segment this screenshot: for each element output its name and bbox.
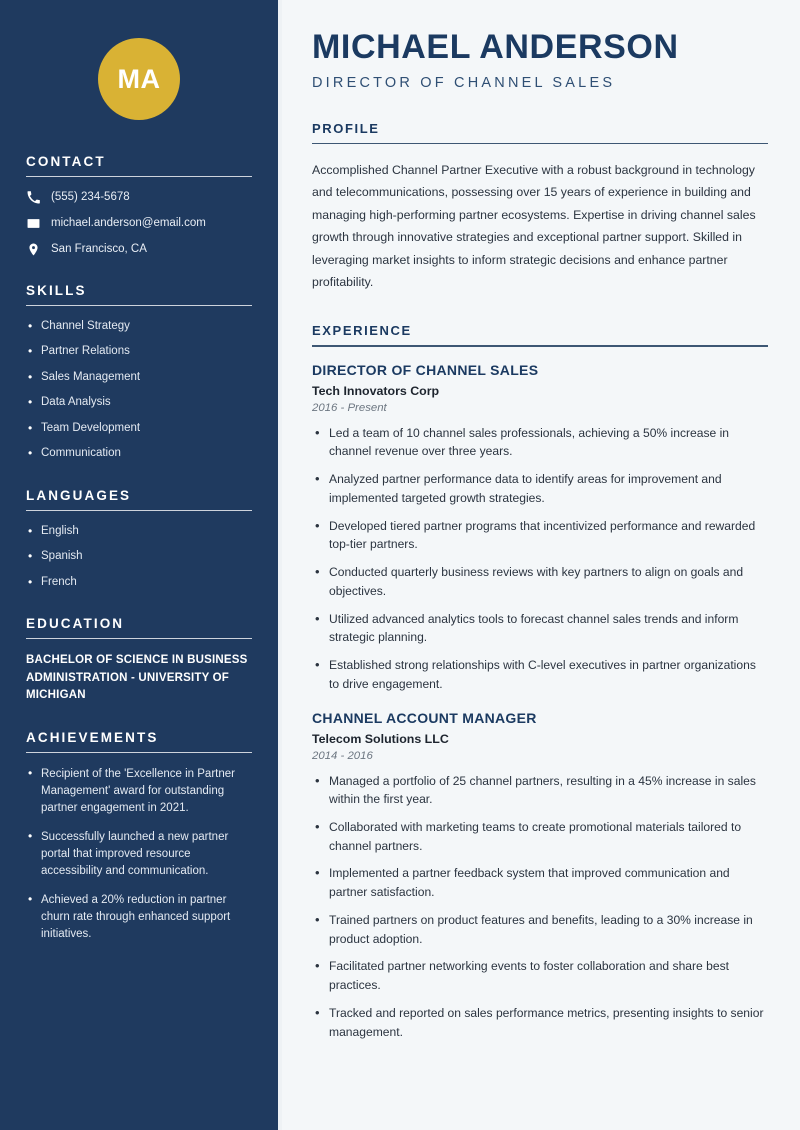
list-item: • Recipient of the 'Excellence in Partner Management' award for outstanding partner engagement in 2021. (26, 766, 252, 816)
languages-list (26, 524, 252, 591)
experience-bullets (312, 424, 768, 694)
contact-section (0, 154, 278, 257)
experience-role: DIRECTOR OF CHANNEL SALES (312, 361, 539, 378)
experience-bullets (312, 772, 768, 1042)
experience-section (312, 323, 768, 1041)
list-item: • Achieved a 20% reduction in partner churn rate through enhanced support initiatives. (26, 892, 252, 942)
languages-divider (26, 510, 252, 511)
contact-phone-row[interactable] (26, 190, 252, 205)
avatar-initials: MA (98, 38, 180, 120)
list-item: • English (26, 524, 252, 540)
experience-entry (312, 362, 768, 694)
profile-divider (312, 143, 768, 144)
list-item: • Collaborated with marketing teams to create promotional materials tailored to channel partners. (312, 818, 768, 855)
achievements-list (26, 766, 252, 942)
list-item: • Communication (26, 446, 252, 462)
main-content (278, 0, 800, 1130)
list-item: • Spanish (26, 549, 252, 565)
profile-text: Accomplished Channel Partner Executive with a robust background in technology and telecommunications, possessing over 15 years of experience in building and managing high-performing partner ecosystems. Expertise in driving channel sales growth through innovative strategies and exceptional partner support. Skilled in leveraging market insights to inform strategic decisions and enhance partner profitability. (312, 163, 756, 289)
experience-heading: EXPERIENCE (312, 323, 412, 339)
list-item: • Successfully launched a new partner portal that improved resource accessibility and communication. (26, 829, 252, 879)
list-item: • Implemented a partner feedback system that improved communication and partner satisfaction. (312, 864, 768, 901)
list-item: • Developed tiered partner programs that incentivized performance and rewarded top-tier partners. (312, 517, 768, 554)
list-item: • Trained partners on product features and benefits, leading to a 30% increase in product adoption. (312, 911, 768, 948)
phone-icon (26, 191, 40, 204)
education-divider (26, 638, 252, 639)
contact-email-value: michael.anderson@email.com (51, 216, 206, 229)
contact-location-value: San Francisco, CA (51, 242, 147, 255)
list-item: • Data Analysis (26, 395, 252, 411)
list-item: • Tracked and reported on sales performance metrics, presenting insights to senior management. (312, 1004, 768, 1041)
experience-dates: 2016 - Present (312, 401, 387, 414)
contact-email-row[interactable] (26, 216, 252, 231)
list-item: • Analyzed partner performance data to identify areas for improvement and implemented targeted growth strategies. (312, 470, 768, 507)
envelope-icon (26, 217, 40, 230)
list-item: • Team Development (26, 421, 252, 437)
sidebar (0, 0, 278, 1130)
experience-dates: 2014 - 2016 (312, 749, 373, 762)
education-section (0, 616, 278, 704)
contact-heading: CONTACT (26, 154, 106, 169)
page-title: MICHAEL ANDERSON (312, 28, 679, 66)
location-pin-icon (26, 243, 40, 256)
profile-heading: PROFILE (312, 120, 380, 136)
headline-job-title: DIRECTOR OF CHANNEL SALES (312, 74, 616, 91)
achievements-section (0, 730, 278, 942)
skills-divider (26, 305, 252, 306)
list-item: • Channel Strategy (26, 319, 252, 335)
list-item: • Partner Relations (26, 344, 252, 360)
skills-heading: SKILLS (26, 282, 87, 298)
experience-entry (312, 710, 768, 1042)
avatar-container (0, 0, 278, 154)
education-entry: BACHELOR OF SCIENCE IN BUSINESS ADMINISTRATION - UNIVERSITY OF MICHIGAN (26, 654, 248, 701)
experience-company: Telecom Solutions LLC (312, 731, 449, 746)
list-item: • Managed a portfolio of 25 channel partners, resulting in a 45% increase in sales within the first year. (312, 772, 768, 809)
contact-location-row[interactable] (26, 242, 252, 257)
experience-role: CHANNEL ACCOUNT MANAGER (312, 709, 537, 726)
languages-section (0, 488, 278, 591)
contact-divider (26, 176, 252, 177)
list-item: • Established strong relationships with C-level executives in partner organizations to drive engagement. (312, 656, 768, 693)
languages-heading: LANGUAGES (26, 487, 132, 503)
list-item: • Utilized advanced analytics tools to forecast channel sales trends and inform strategic planning. (312, 610, 768, 647)
experience-company: Tech Innovators Corp (312, 383, 440, 398)
list-item: • Facilitated partner networking events to foster collaboration and share best practices. (312, 957, 768, 994)
list-item: • Sales Management (26, 370, 252, 386)
skills-section (0, 283, 278, 462)
list-item: • French (26, 575, 252, 591)
skills-list (26, 319, 252, 462)
experience-divider (312, 345, 768, 346)
achievements-divider (26, 752, 252, 753)
list-item: • Conducted quarterly business reviews with key partners to align on goals and objectives. (312, 563, 768, 600)
achievements-heading: ACHIEVEMENTS (26, 730, 159, 746)
contact-phone-value: (555) 234-5678 (51, 191, 130, 203)
list-item: • Led a team of 10 channel sales professionals, achieving a 50% increase in channel revenue over three years. (312, 424, 768, 461)
profile-section (312, 121, 768, 294)
education-heading: EDUCATION (26, 616, 125, 632)
